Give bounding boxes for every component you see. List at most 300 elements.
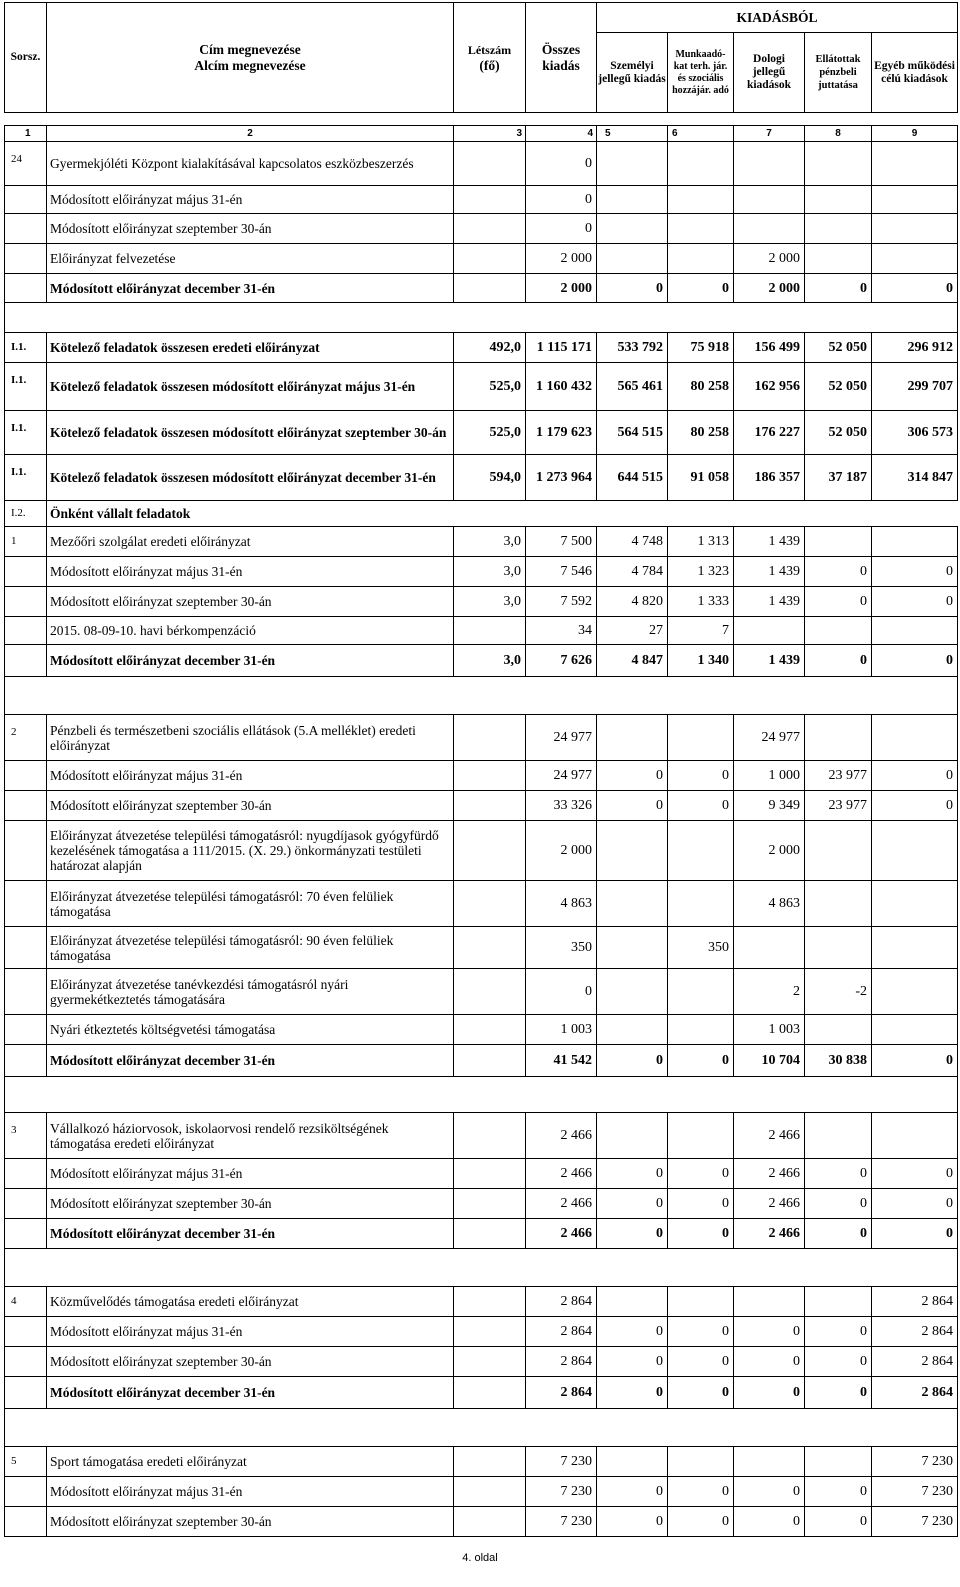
value-cell-col7: 186 357	[734, 455, 805, 501]
value-cell-col6	[668, 1287, 734, 1317]
value-cell-col3	[454, 274, 526, 303]
row-number-cell	[5, 645, 47, 677]
value-cell-col7	[734, 927, 805, 969]
value-cell-col6: 1 313	[668, 527, 734, 557]
table-row	[5, 411, 958, 455]
value-cell-col4: 7 626	[526, 645, 597, 677]
value-cell-col5	[597, 142, 668, 186]
page-footer: 4. oldal	[462, 1552, 498, 1564]
row-number-cell: 3	[5, 1113, 47, 1159]
value-cell-col9: 0	[872, 557, 958, 587]
value-cell-col6: 80 258	[668, 363, 734, 411]
budget-table-sheet	[4, 2, 957, 1537]
value-cell-col7: 2 466	[734, 1113, 805, 1159]
row-label-cell: Módosított előirányzat december 31-én	[47, 1219, 454, 1249]
value-cell-col8	[805, 1113, 872, 1159]
value-cell-col8	[805, 527, 872, 557]
value-cell-col5: 0	[597, 1507, 668, 1537]
value-cell-col5: 0	[597, 761, 668, 791]
value-cell-col6: 0	[668, 1507, 734, 1537]
value-cell-col5	[597, 186, 668, 214]
value-cell-col9	[872, 142, 958, 186]
value-cell-col9: 2 864	[872, 1347, 958, 1377]
table-row	[5, 617, 958, 645]
value-cell-col4: 24 977	[526, 761, 597, 791]
row-label-cell: Nyári étkeztetés költségvetési támogatása	[47, 1015, 454, 1045]
header-row-top	[5, 3, 958, 33]
value-cell-col3	[454, 761, 526, 791]
row-label-cell: Módosított előirányzat december 31-én	[47, 274, 454, 303]
row-label-cell: Mezőőri szolgálat eredeti előirányzat	[47, 527, 454, 557]
value-cell-col5: 4 820	[597, 587, 668, 617]
value-cell-col3	[454, 715, 526, 761]
value-cell-col8: 0	[805, 1189, 872, 1219]
value-cell-col8: 0	[805, 1507, 872, 1537]
value-cell-col9: 2 864	[872, 1287, 958, 1317]
value-cell-col8	[805, 1287, 872, 1317]
value-cell-col3	[454, 142, 526, 186]
value-cell-col9	[872, 821, 958, 881]
row-number-cell: 1	[5, 527, 47, 557]
table-row	[5, 557, 958, 587]
colnum-7: 7	[734, 126, 805, 142]
column-number-row	[5, 126, 958, 142]
header-spacer-row	[5, 113, 958, 126]
row-number-cell	[5, 1477, 47, 1507]
row-number-cell	[5, 587, 47, 617]
table-row	[5, 715, 958, 761]
value-cell-col8: 0	[805, 557, 872, 587]
spacer-cell	[5, 1077, 958, 1113]
row-number-cell: I.1.	[5, 411, 47, 455]
value-cell-col6: 91 058	[668, 455, 734, 501]
value-cell-col5	[597, 927, 668, 969]
value-cell-col9: 2 864	[872, 1377, 958, 1409]
value-cell-col3	[454, 927, 526, 969]
value-cell-col7: 4 863	[734, 881, 805, 927]
value-cell-col6: 1 323	[668, 557, 734, 587]
value-cell-col6	[668, 244, 734, 274]
value-cell-col7: 10 704	[734, 1045, 805, 1077]
value-cell-col3: 525,0	[454, 363, 526, 411]
row-number-cell	[5, 1317, 47, 1347]
value-cell-col6	[668, 881, 734, 927]
row-number-cell	[5, 1377, 47, 1409]
value-cell-col3: 492,0	[454, 333, 526, 363]
value-cell-col4: 33 326	[526, 791, 597, 821]
value-cell-col3	[454, 1219, 526, 1249]
value-cell-col6: 75 918	[668, 333, 734, 363]
value-cell-col8: 0	[805, 1159, 872, 1189]
value-cell-col4: 7 546	[526, 557, 597, 587]
value-cell-col3	[454, 1347, 526, 1377]
row-number-cell	[5, 1347, 47, 1377]
value-cell-col7: 24 977	[734, 715, 805, 761]
row-label-cell: Módosított előirányzat május 31-én	[47, 761, 454, 791]
value-cell-col8: 0	[805, 1477, 872, 1507]
value-cell-col3	[454, 1287, 526, 1317]
value-cell-col6: 0	[668, 1219, 734, 1249]
value-cell-col4: 2 466	[526, 1189, 597, 1219]
row-number-cell	[5, 1507, 47, 1537]
value-cell-col6: 0	[668, 1317, 734, 1347]
row-label-cell: Előirányzat átvezetése települési támogatásról: nyugdíjasok gyógyfürdő kezelésének támogatása a 111/2015. (X. 29.) önkormányzati testületi határozat alapján	[47, 821, 454, 881]
value-cell-col5: 564 515	[597, 411, 668, 455]
header-ellatottak-2: pénzbeli	[819, 67, 857, 78]
value-cell-col8	[805, 617, 872, 645]
value-cell-col5: 0	[597, 1377, 668, 1409]
header-ellatottak-1: Ellátottak	[815, 54, 861, 65]
spacer-cell	[5, 677, 958, 715]
value-cell-col9	[872, 1113, 958, 1159]
value-cell-col9: 7 230	[872, 1447, 958, 1477]
value-cell-col5: 0	[597, 1045, 668, 1077]
row-label-cell: Módosított előirányzat szeptember 30-án	[47, 214, 454, 244]
row-label-cell: Módosított előirányzat szeptember 30-án	[47, 1507, 454, 1537]
table-row	[5, 761, 958, 791]
value-cell-col4: 2 864	[526, 1347, 597, 1377]
value-cell-col5: 4 847	[597, 645, 668, 677]
table-row	[5, 274, 958, 303]
row-number-cell	[5, 186, 47, 214]
value-cell-col9: 0	[872, 1045, 958, 1077]
value-cell-col4: 1 160 432	[526, 363, 597, 411]
table-row	[5, 1287, 958, 1317]
section-row	[5, 501, 958, 527]
colnum-2: 2	[47, 126, 454, 142]
value-cell-col7: 176 227	[734, 411, 805, 455]
value-cell-col9: 2 864	[872, 1317, 958, 1347]
table-row	[5, 1219, 958, 1249]
header-kiadas: kiadás	[542, 57, 580, 73]
row-label-cell: Pénzbeli és természetbeni szociális ellátások (5.A melléklet) eredeti előirányzat	[47, 715, 454, 761]
value-cell-col7	[734, 1447, 805, 1477]
value-cell-col3	[454, 186, 526, 214]
value-cell-col4: 2 000	[526, 274, 597, 303]
value-cell-col6	[668, 1447, 734, 1477]
value-cell-col7: 1 003	[734, 1015, 805, 1045]
row-label-cell: Előirányzat átvezetése települési támogatásról: 90 éven felüliek támogatása	[47, 927, 454, 969]
value-cell-col5: 0	[597, 274, 668, 303]
value-cell-col5: 4 748	[597, 527, 668, 557]
value-cell-col9: 7 230	[872, 1477, 958, 1507]
value-cell-col6: 350	[668, 927, 734, 969]
row-label-cell: Módosított előirányzat május 31-én	[47, 557, 454, 587]
value-cell-col4: 4 863	[526, 881, 597, 927]
value-cell-col4: 0	[526, 186, 597, 214]
value-cell-col9: 0	[872, 1189, 958, 1219]
spacer-row	[5, 677, 958, 715]
value-cell-col4: 2 864	[526, 1317, 597, 1347]
value-cell-col8	[805, 927, 872, 969]
value-cell-col4: 2 466	[526, 1159, 597, 1189]
value-cell-col8: 52 050	[805, 333, 872, 363]
header-szemelyi-1: Személyi	[610, 59, 654, 72]
value-cell-col4: 2 864	[526, 1287, 597, 1317]
spacer-cell	[5, 1409, 958, 1447]
value-cell-col4: 24 977	[526, 715, 597, 761]
value-cell-col5	[597, 214, 668, 244]
table-row	[5, 927, 958, 969]
value-cell-col7: 162 956	[734, 363, 805, 411]
row-number-cell	[5, 557, 47, 587]
value-cell-col9: 0	[872, 274, 958, 303]
row-number-cell: I.1.	[5, 363, 47, 411]
value-cell-col5	[597, 969, 668, 1015]
spacer-row	[5, 1077, 958, 1113]
header-ellatottak-cell	[805, 33, 872, 113]
value-cell-col6: 1 340	[668, 645, 734, 677]
value-cell-col5	[597, 881, 668, 927]
colnum-6: 6	[668, 126, 734, 142]
value-cell-col5: 0	[597, 1219, 668, 1249]
table-row	[5, 1447, 958, 1477]
row-label-cell: Kötelező feladatok összesen módosított előirányzat május 31-én	[47, 363, 454, 411]
value-cell-col9	[872, 881, 958, 927]
value-cell-col5: 533 792	[597, 333, 668, 363]
table-row	[5, 333, 958, 363]
value-cell-col9: 306 573	[872, 411, 958, 455]
value-cell-col7	[734, 1287, 805, 1317]
value-cell-col6	[668, 821, 734, 881]
value-cell-col4: 41 542	[526, 1045, 597, 1077]
value-cell-col7: 1 439	[734, 527, 805, 557]
row-label-cell: Módosított előirányzat december 31-én	[47, 645, 454, 677]
value-cell-col8	[805, 715, 872, 761]
colnum-8: 8	[805, 126, 872, 142]
value-cell-col4: 0	[526, 142, 597, 186]
value-cell-col5: 27	[597, 617, 668, 645]
table-row	[5, 1507, 958, 1537]
value-cell-col7: 2	[734, 969, 805, 1015]
value-cell-col4: 1 115 171	[526, 333, 597, 363]
table-row	[5, 455, 958, 501]
value-cell-col9: 0	[872, 1159, 958, 1189]
value-cell-col8: 52 050	[805, 363, 872, 411]
value-cell-col7	[734, 214, 805, 244]
row-label-cell: Módosított előirányzat december 31-én	[47, 1377, 454, 1409]
row-label-cell: Előirányzat átvezetése települési támogatásról: 70 éven felüliek támogatása	[47, 881, 454, 927]
row-number-cell	[5, 821, 47, 881]
value-cell-col6: 80 258	[668, 411, 734, 455]
value-cell-col8	[805, 214, 872, 244]
value-cell-col3	[454, 214, 526, 244]
value-cell-col7: 2 466	[734, 1219, 805, 1249]
row-number-cell: 5	[5, 1447, 47, 1477]
value-cell-col4: 2 466	[526, 1219, 597, 1249]
table-row	[5, 1189, 958, 1219]
row-label-cell: Módosított előirányzat december 31-én	[47, 1045, 454, 1077]
value-cell-col5: 0	[597, 1189, 668, 1219]
row-label-cell: Módosított előirányzat május 31-én	[47, 1159, 454, 1189]
value-cell-col4: 350	[526, 927, 597, 969]
value-cell-col8: 0	[805, 587, 872, 617]
row-number-cell	[5, 927, 47, 969]
value-cell-col6: 0	[668, 1477, 734, 1507]
table-row	[5, 1377, 958, 1409]
row-number-cell: I.2.	[5, 501, 47, 527]
value-cell-col7: 0	[734, 1317, 805, 1347]
header-alcim: Alcím megnevezése	[194, 57, 306, 73]
value-cell-col3	[454, 1377, 526, 1409]
row-number-cell	[5, 1219, 47, 1249]
header-szemelyi-cell	[597, 33, 668, 113]
value-cell-col9	[872, 969, 958, 1015]
table-row	[5, 821, 958, 881]
table-row	[5, 1015, 958, 1045]
value-cell-col4: 2 000	[526, 821, 597, 881]
value-cell-col6: 0	[668, 1377, 734, 1409]
value-cell-col5: 0	[597, 1347, 668, 1377]
table-row	[5, 244, 958, 274]
row-label-cell: Közművelődés támogatása eredeti előirányzat	[47, 1287, 454, 1317]
row-label-cell: Gyermekjóléti Központ kialakításával kapcsolatos eszközbeszerzés	[47, 142, 454, 186]
row-number-cell	[5, 1045, 47, 1077]
row-label-cell: Módosított előirányzat május 31-én	[47, 1317, 454, 1347]
header-dologi-2: jellegű	[752, 66, 786, 78]
value-cell-col7: 2 000	[734, 274, 805, 303]
value-cell-col6: 0	[668, 1189, 734, 1219]
row-number-cell: 24	[5, 142, 47, 186]
colnum-4: 4	[526, 126, 597, 142]
value-cell-col5: 644 515	[597, 455, 668, 501]
value-cell-col3	[454, 791, 526, 821]
value-cell-col6	[668, 1015, 734, 1045]
spacer-cell	[5, 303, 958, 333]
value-cell-col9: 296 912	[872, 333, 958, 363]
value-cell-col5	[597, 1113, 668, 1159]
row-number-cell	[5, 761, 47, 791]
table-row	[5, 1113, 958, 1159]
value-cell-col9: 0	[872, 587, 958, 617]
value-cell-col6	[668, 214, 734, 244]
row-number-cell	[5, 274, 47, 303]
row-label-cell: Önként vállalt feladatok	[47, 501, 958, 527]
row-label-cell: Módosított előirányzat szeptember 30-án	[47, 1347, 454, 1377]
value-cell-col5: 565 461	[597, 363, 668, 411]
value-cell-col8	[805, 1015, 872, 1045]
value-cell-col7: 0	[734, 1347, 805, 1377]
value-cell-col4: 7 500	[526, 527, 597, 557]
colnum-3: 3	[454, 126, 526, 142]
value-cell-col5	[597, 244, 668, 274]
value-cell-col8: 30 838	[805, 1045, 872, 1077]
value-cell-col4: 7 592	[526, 587, 597, 617]
header-dologi-1: Dologi	[753, 53, 785, 65]
value-cell-col7: 1 439	[734, 587, 805, 617]
value-cell-col4: 7 230	[526, 1447, 597, 1477]
header-letszam-cell	[454, 3, 526, 113]
value-cell-col9	[872, 244, 958, 274]
row-label-cell: Módosított előirányzat szeptember 30-án	[47, 587, 454, 617]
row-number-cell	[5, 244, 47, 274]
value-cell-col3: 525,0	[454, 411, 526, 455]
value-cell-col9	[872, 617, 958, 645]
header-munkaado-cell	[668, 33, 734, 113]
value-cell-col6: 0	[668, 1347, 734, 1377]
value-cell-col6	[668, 142, 734, 186]
value-cell-col5: 0	[597, 791, 668, 821]
value-cell-col8: 0	[805, 1347, 872, 1377]
row-label-cell: 2015. 08-09-10. havi bérkompenzáció	[47, 617, 454, 645]
header-egyeb-cell	[872, 33, 958, 113]
row-number-cell: I.1.	[5, 455, 47, 501]
budget-table	[4, 2, 958, 1537]
header-ellatottak-3: juttatása	[818, 80, 858, 91]
value-cell-col6: 0	[668, 791, 734, 821]
header-munkaado-2: kat terh. jár.	[673, 60, 728, 72]
value-cell-col3: 3,0	[454, 587, 526, 617]
value-cell-col9	[872, 1015, 958, 1045]
value-cell-col4: 2 864	[526, 1377, 597, 1409]
value-cell-col9: 314 847	[872, 455, 958, 501]
value-cell-col4: 1 273 964	[526, 455, 597, 501]
value-cell-col7: 0	[734, 1477, 805, 1507]
value-cell-col8: 0	[805, 645, 872, 677]
value-cell-col7: 2 466	[734, 1159, 805, 1189]
header-egyeb-1: Egyéb működési	[874, 59, 955, 72]
value-cell-col3	[454, 244, 526, 274]
value-cell-col7: 1 000	[734, 761, 805, 791]
row-label-cell: Előirányzat felvezetése	[47, 244, 454, 274]
row-label-cell: Sport támogatása eredeti előirányzat	[47, 1447, 454, 1477]
value-cell-col7: 9 349	[734, 791, 805, 821]
value-cell-col4: 1 003	[526, 1015, 597, 1045]
row-label-cell: Módosított előirányzat szeptember 30-án	[47, 791, 454, 821]
value-cell-col8: 37 187	[805, 455, 872, 501]
value-cell-col8: 23 977	[805, 791, 872, 821]
table-row	[5, 969, 958, 1015]
header-kiadasbol: KIADÁSBÓL	[597, 3, 958, 33]
value-cell-col7: 1 439	[734, 557, 805, 587]
value-cell-col6: 0	[668, 761, 734, 791]
spacer-row	[5, 1409, 958, 1447]
value-cell-col6: 1 333	[668, 587, 734, 617]
row-label-cell: Módosított előirányzat szeptember 30-án	[47, 1189, 454, 1219]
table-row	[5, 1159, 958, 1189]
value-cell-col7	[734, 617, 805, 645]
value-cell-col4: 2 000	[526, 244, 597, 274]
value-cell-col6	[668, 715, 734, 761]
value-cell-col7: 2 466	[734, 1189, 805, 1219]
value-cell-col9: 0	[872, 761, 958, 791]
value-cell-col8	[805, 142, 872, 186]
header-munkaado-3: és szociális	[677, 72, 724, 84]
row-number-cell	[5, 881, 47, 927]
colnum-1: 1	[5, 126, 47, 142]
header-munkaado-4: hozzájár. adó	[672, 84, 729, 96]
value-cell-col3	[454, 881, 526, 927]
row-number-cell: 4	[5, 1287, 47, 1317]
row-number-cell	[5, 1189, 47, 1219]
row-number-cell: 2	[5, 715, 47, 761]
value-cell-col7: 2 000	[734, 244, 805, 274]
value-cell-col9	[872, 927, 958, 969]
value-cell-col7	[734, 142, 805, 186]
value-cell-col8: 52 050	[805, 411, 872, 455]
value-cell-col5: 0	[597, 1477, 668, 1507]
table-row	[5, 214, 958, 244]
row-number-cell	[5, 969, 47, 1015]
value-cell-col3	[454, 1507, 526, 1537]
colnum-9: 9	[872, 126, 958, 142]
value-cell-col5	[597, 715, 668, 761]
value-cell-col5	[597, 1015, 668, 1045]
value-cell-col9: 0	[872, 645, 958, 677]
row-number-cell: I.1.	[5, 333, 47, 363]
value-cell-col6: 0	[668, 1159, 734, 1189]
row-number-cell	[5, 1159, 47, 1189]
